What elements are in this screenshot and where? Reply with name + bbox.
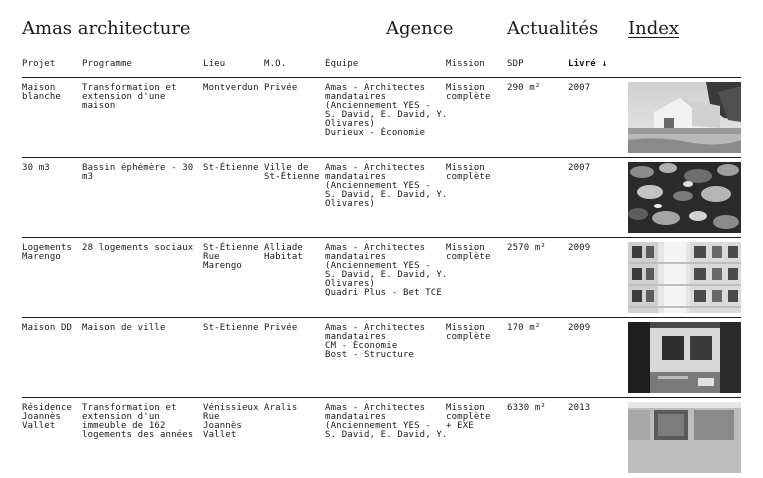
column-header-equipe[interactable]: Équipe <box>325 59 359 69</box>
project-thumbnail-house[interactable] <box>628 82 741 153</box>
column-header-programme[interactable]: Programme <box>82 59 133 69</box>
table-row[interactable] <box>0 158 763 238</box>
cell-sdp: 290 m² <box>507 83 541 93</box>
column-header-projet[interactable]: Projet <box>22 59 56 69</box>
table-row[interactable] <box>0 398 763 478</box>
cell-programme: Bassin éphémère - 30 m3 <box>82 163 194 182</box>
sort-descending-icon: ↓ <box>601 59 608 69</box>
cell-sdp: 170 m² <box>507 323 541 333</box>
cell-livre: 2009 <box>568 323 591 333</box>
cell-programme: Transformation et extension d'un immeuble de 162 logements des années <box>82 403 194 440</box>
cell-livre: 2007 <box>568 163 591 173</box>
cell-equipe: Amas - Architectes mandataires (Anciennement YES - S. David, E. David, Y. Olivares) <box>325 163 448 209</box>
site-logo-link[interactable]: Amas architecture <box>22 18 191 39</box>
cell-mission: Mission complète <box>446 83 491 102</box>
cell-equipe: Amas - Architectes mandataires (Anciennement YES - S. David, E. David, Y. <box>325 403 448 440</box>
column-header-livre[interactable] <box>568 60 607 69</box>
cell-equipe: Amas - Architectes mandataires (Anciennement YES - S. David, E. David, Y. Olivares) Durieux - Économie <box>325 83 448 138</box>
cell-lieu: Vénissieux Rue Joannès Vallet <box>203 403 259 440</box>
cell-projet: 30 m3 <box>22 163 50 173</box>
column-header-sdp[interactable]: SDP <box>507 59 524 69</box>
top-navigation <box>0 0 763 56</box>
cell-projet: Logements Marengo <box>22 243 73 262</box>
table-row[interactable] <box>0 238 763 318</box>
cell-livre: 2007 <box>568 83 591 93</box>
column-header-mo[interactable]: M.O. <box>264 59 287 69</box>
column-header-lieu[interactable]: Lieu <box>203 59 226 69</box>
cell-lieu: St-Étienne <box>203 163 259 173</box>
cell-programme: Maison de ville <box>82 323 166 333</box>
column-header-mission[interactable]: Mission <box>446 59 485 69</box>
project-thumbnail-facade[interactable] <box>628 242 741 313</box>
cell-mo: Aralis <box>264 403 298 413</box>
cell-equipe: Amas - Architectes mandataires CM - Économie Bost - Structure <box>325 323 426 360</box>
cell-mo: Alliade Habitat <box>264 243 303 262</box>
cell-mo: Privée <box>264 323 298 333</box>
cell-mission: Mission complète + EXE <box>446 403 491 431</box>
project-thumbnail-brick-building[interactable] <box>628 402 741 473</box>
project-thumbnail-courtyard[interactable] <box>628 322 741 393</box>
table-row[interactable] <box>0 78 763 158</box>
cell-lieu: St-Étienne Rue Marengo <box>203 243 259 271</box>
project-thumbnail-pond[interactable] <box>628 162 741 233</box>
cell-projet: Résidence Joannès Vallet <box>22 403 73 431</box>
nav-agence[interactable]: Agence <box>386 18 454 39</box>
cell-livre: 2013 <box>568 403 591 413</box>
cell-mission: Mission complète <box>446 163 491 182</box>
cell-mo: Privée <box>264 83 298 93</box>
cell-lieu: St-Etienne <box>203 323 259 333</box>
cell-mission: Mission complète <box>446 243 491 262</box>
cell-sdp: 6330 m² <box>507 403 546 413</box>
cell-projet: Maison DD <box>22 323 73 333</box>
cell-mo: Ville de St-Étienne <box>264 163 320 182</box>
cell-sdp: 2570 m² <box>507 243 546 253</box>
column-header-livre-label: Livré <box>568 59 596 69</box>
table-row[interactable] <box>0 318 763 398</box>
cell-livre: 2009 <box>568 243 591 253</box>
cell-mission: Mission complète <box>446 323 491 342</box>
cell-programme: Transformation et extension d'une maison <box>82 83 177 111</box>
cell-projet: Maison blanche <box>22 83 61 102</box>
cell-programme: 28 logements sociaux <box>82 243 194 253</box>
nav-actualites[interactable]: Actualités <box>507 18 599 39</box>
nav-index[interactable]: Index <box>628 18 680 39</box>
cell-equipe: Amas - Architectes mandataires (Anciennement YES - S. David, E. David, Y. Olivares) Quadri Plus - Bet TCE <box>325 243 448 298</box>
cell-lieu: Montverdun <box>203 83 259 93</box>
table-header <box>0 60 763 78</box>
